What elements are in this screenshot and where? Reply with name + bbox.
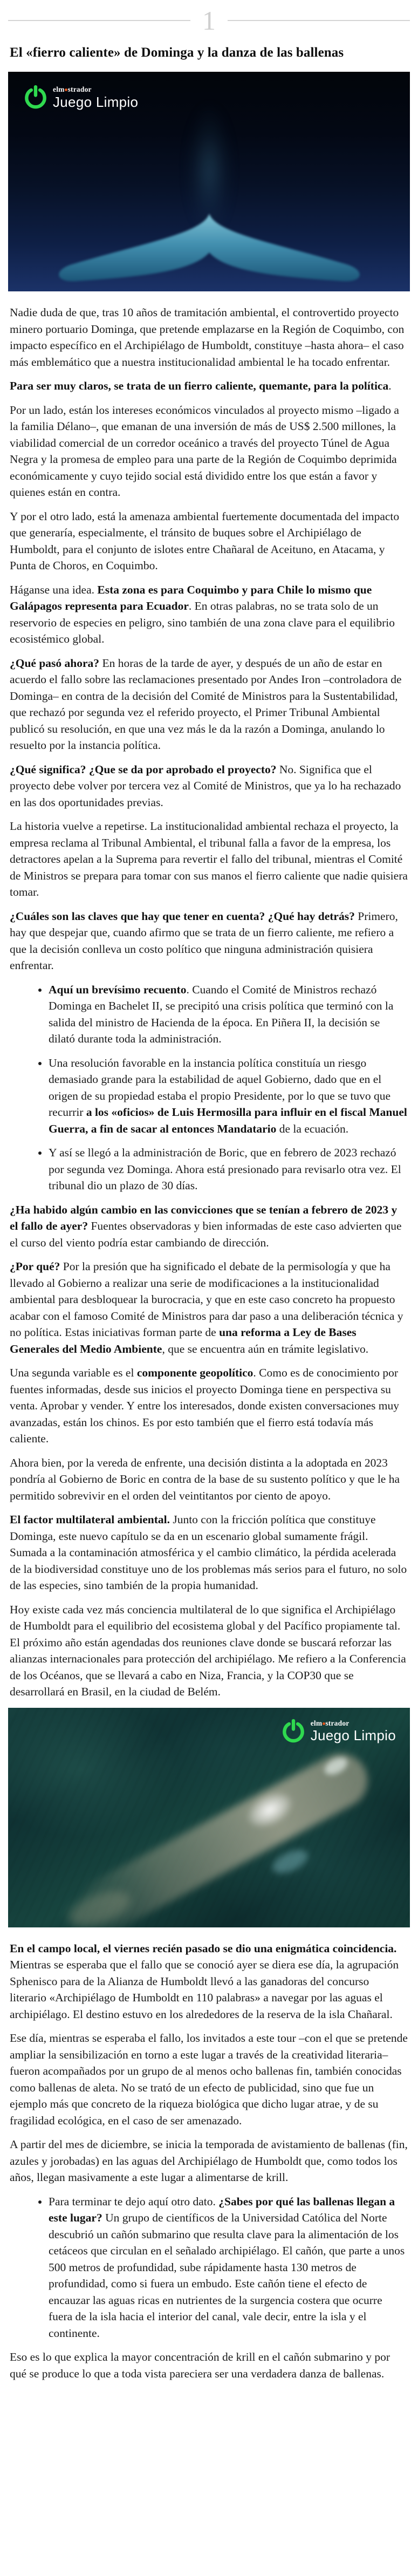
juego-limpio-logo <box>23 85 138 110</box>
hero-image-whale-tail-underwater <box>8 72 410 291</box>
paragraph: Ese día, mientras se esperaba el fallo, los invitados a este tour –con el que se pretende ampliar la sensibilización en torno a este lugar a través de la creatividad literaria– fueron acompañados por un grupo de al menos ocho ballenas fin, también conocidas como ballenas de aleta. No se trató de un efecto de publicidad, sino que fue un ejemplo más que concreto de la riqueza biológica que dicho lugar atrae, y de su fragilidad ecológica, en el caso de ser amenazado. <box>10 2032 408 2127</box>
section-divider <box>8 6 410 35</box>
bullet-item: • Aquí un brevísimo recuento. Cuando el Comité de Ministros rechazó Dominga en Bachelet II, se precipitó una crisis política que terminó con la salida del ministro de Hacienda de la época. En Piñera II, la decisión se dilató durante toda la administración. <box>49 982 408 1047</box>
hero-image-whale-aerial <box>8 1708 410 1927</box>
paragraph: En el campo local, el viernes recién pasado se dio una enigmática coincidencia. Mientras se esperaba que el fallo que se conoció ayer se diera ese día, la agrupación Sphenisco para de la Alianza de Humboldt llevó a las ganadoras del concurso literario «Archipiélago de Humboldt en 110 palabras» a navegar por las aguas el archipiélago. El destino estuvo en los alrededores de la reserva de la isla Chañaral. <box>10 1941 399 2021</box>
paragraph: Para ser muy claros, se trata de un fierro caliente, quemante, para la política. <box>10 379 392 393</box>
paragraph: ¿Qué significa? ¿Que se da por aprobado el proyecto? No. Significa que el proyecto debe volver por tercera vez al Comité de Ministros, que ya lo ha rechazado en las dos oportunidades previas. <box>10 762 401 809</box>
divider-line-left <box>8 20 190 21</box>
juego-limpio-logo <box>281 1719 396 1743</box>
paragraph: Háganse una idea. Esta zona es para Coquimbo y para Chile lo mismo que Galápagos representa para Ecuador. En otras palabras, no se trata solo de un reservorio de especies en peligro, sino también de una zona clave para el equilibrio ecosistémico global. <box>10 583 395 646</box>
orange-dot-icon <box>65 88 67 91</box>
bullet-item: • Y así se llegó a la administración de Boric, que en febrero de 2023 rechazó por segunda vez Dominga. Ahora está presionado para revisarlo otra vez. El tribunal dio un plazo de 30 días. <box>49 1144 408 1194</box>
paragraph: Nadie duda de que, tras 10 años de tramitación ambiental, el controvertido proyecto minero portuario Dominga, que pretende emplazarse en la Región de Coquimbo, con impacto específico en el Archipiélago de Humboldt, constituye –hasta ahora– el caso más emblemático que a nuestra institucionalidad ambiental le ha tocado enfrentar. <box>10 306 405 369</box>
paragraph: Hoy existe cada vez más conciencia multilateral de lo que significa el Archipiélago de Humboldt para el equilibrio del ecosistema global y del Pacífico propiamente tal. El próximo año están agendadas dos reuniones clave donde se buscará reforzar las alianzas internacionales para protección del archipiélago. Me refiero a la Conferencia de los Océanos, que se llevará a cabo en Niza, Francia, y la COP30 que se desarrollará en Brasil, en la ciudad de Belém. <box>10 1603 406 1699</box>
paragraph: ¿Ha habido algún cambio en las convicciones que se tenían a febrero de 2023 y el fallo de ayer? Fuentes observadoras y bien informadas de este caso advierten que el curso del viento podría estar cambiando de dirección. <box>10 1203 402 1249</box>
power-icon <box>23 85 48 110</box>
paragraph: La historia vuelve a repetirse. La institucionalidad ambiental rechaza el proyecto, la empresa reclama al Tribunal Ambiental, el tribunal falla a favor de la empresa, los detractores apelan a la Suprema para revertir el fallo del tribunal, mientras el Comité de Ministros se prepara para tomar con sus manos el fierro caliente que nadie quisiera tomar. <box>10 820 408 899</box>
program-name: Juego Limpio <box>310 1727 396 1743</box>
section-number: 1 <box>202 5 216 36</box>
power-icon <box>281 1719 306 1743</box>
paragraph: Por un lado, están los intereses económicos vinculados al proyecto mismo –ligado a la familia Délano–, que emanan de una inversión de más de US$ 2.500 millones, la viabilidad comercial de un corredor oceánico a través del proyecto Túnel de Agua Negra y la promesa de empleo para una parte de la Región de Coquimbo deprimida económicamente y cuyo tejido social está dividido entre los que están a favor y quienes están en contra. <box>10 403 399 499</box>
paragraph: Y por el otro lado, está la amenaza ambiental fuertemente documentada del impacto que generaría, especialmente, el tránsito de buques sobre el Archipiélago de Humboldt, para el conjunto de islotes entre Chañaral de Aceituno, en Atacama, y Punta de Choros, en Coquimbo. <box>10 509 400 573</box>
paragraph: A partir del mes de diciembre, se inicia la temporada de avistamiento de ballenas (fin, azules y jorobadas) en las aguas del Archipiélago de Humboldt que, como todos los años, llegan masivamente a este lugar a alimentarse de krill. <box>10 2138 408 2184</box>
bullet-list <box>10 2193 408 2342</box>
article-title: El «fierro caliente» de Dominga y la danza de las ballenas <box>10 45 344 60</box>
article-body-bottom <box>10 1940 408 2382</box>
paragraph: Ahora bien, por la vereda de enfrente, una decisión distinta a la adoptada en 2023 pondría al Gobierno de Boric en contra de la base de su sustento político y que le ha permitido sobrevivir en el orden del veintitantos por ciento de apoyo. <box>10 1456 400 1502</box>
elmostrador-masthead: elm strador <box>310 1719 350 1727</box>
paragraph: ¿Por qué? Por la presión que ha significado el debate de la permisología y que ha llevado al Gobierno a realizar una serie de modificaciones a la institucionalidad ambiental para desbloquear la burocracia, y que en este caso concreto ha propuesto acabar con el famoso Comité de Ministros para dar paso a una deliberación técnica y no política. Estas iniciativas forman parte de una reforma a Ley de Bases Generales del Medio Ambiente, que se encuentra aún en trámite legislativo. <box>10 1260 403 1355</box>
bullet-list <box>10 982 408 1194</box>
whale-fluke-art <box>42 206 376 287</box>
paragraph: Una segunda variable es el componente geopolítico. Como es de conocimiento por fuentes informadas, desde sus inicios el proyecto Dominga tiene en perspectiva su venta. Aprobar y vender. Y entre los interesados, donde existen conversaciones muy avanzadas, están los chinos. Es por esto también que el fierro está todavía más caliente. <box>10 1366 400 1446</box>
elmostrador-masthead: elm strador <box>53 85 92 93</box>
paragraph: Eso es lo que explica la mayor concentración de krill en el cañón submarino y por qué se produce lo que a toda vista pareciera ser una verdadera danza de ballenas. <box>10 2350 390 2380</box>
paragraph: ¿Cuáles son las claves que hay que tener en cuenta? ¿Qué hay detrás? Primero, hay que despejar que, cuando afirmo que se trata de un fierro caliente, me refiero a que la decisión conlleva un costo político que ninguna administración quisiera enfrentar. <box>10 909 398 972</box>
bullet-item: • Una resolución favorable en la instancia política constituía un riesgo demasiado grande para la estabilidad de aquel Gobierno, dado que en el origen de su propiedad estaba el propio Presidente, por lo que se tuvo que recurrir a los «oficios» de Luis Hermosilla para influir en el fiscal Manuel Guerra, a fin de sacar al entonces Mandatario de la ecuación. <box>49 1055 408 1137</box>
program-name: Juego Limpio <box>53 93 139 110</box>
paragraph: El factor multilateral ambiental. Junto con la fricción política que constituye Dominga, este nuevo capítulo se da en un escenario global sumamente frágil. Sumada a la contaminación atmosférica y el cambio climático, la pérdida acelerada de la biodiversidad constituye uno de los problemas más serios para el futuro, no solo de las especies, sino también de la propia humanidad. <box>10 1513 407 1592</box>
paragraph: ¿Qué pasó ahora? En horas de la tarde de ayer, y después de un año de estar en acuerdo el fallo sobre las reclamaciones presentado por Andes Iron –controladora de Dominga– en contra de la decisión del Comité de Ministros para la Sustentabilidad, que rechazó por segunda vez el referido proyecto, el Primer Tribunal Ambiental publicó su resolución, en que una vez más le da la razón a Dominga, anulando lo resuelto por la instancia política. <box>10 656 402 752</box>
divider-line-right <box>228 20 410 21</box>
bullet-item: • Para terminar te dejo aquí otro dato. ¿Sabes por qué las ballenas llegan a este lugar? Un grupo de científicos de la Universidad Católica del Norte descubrió un cañón submarino que resulta clave para la alimentación de los cetáceos que circulan en el señalado archipiélago. El cañón, que parte a unos 500 metros de profundidad, sube rápidamente hasta 130 metros de profundidad, como si fuera un embudo. Este cañón tiene el efecto de encauzar las aguas ricas en nutrientes de la surgencia costera que ocurre fuera de la isla hacia el interior del canal, vale decir, entre la isla y el continente. <box>49 2193 408 2342</box>
article-body-top <box>10 304 408 1700</box>
